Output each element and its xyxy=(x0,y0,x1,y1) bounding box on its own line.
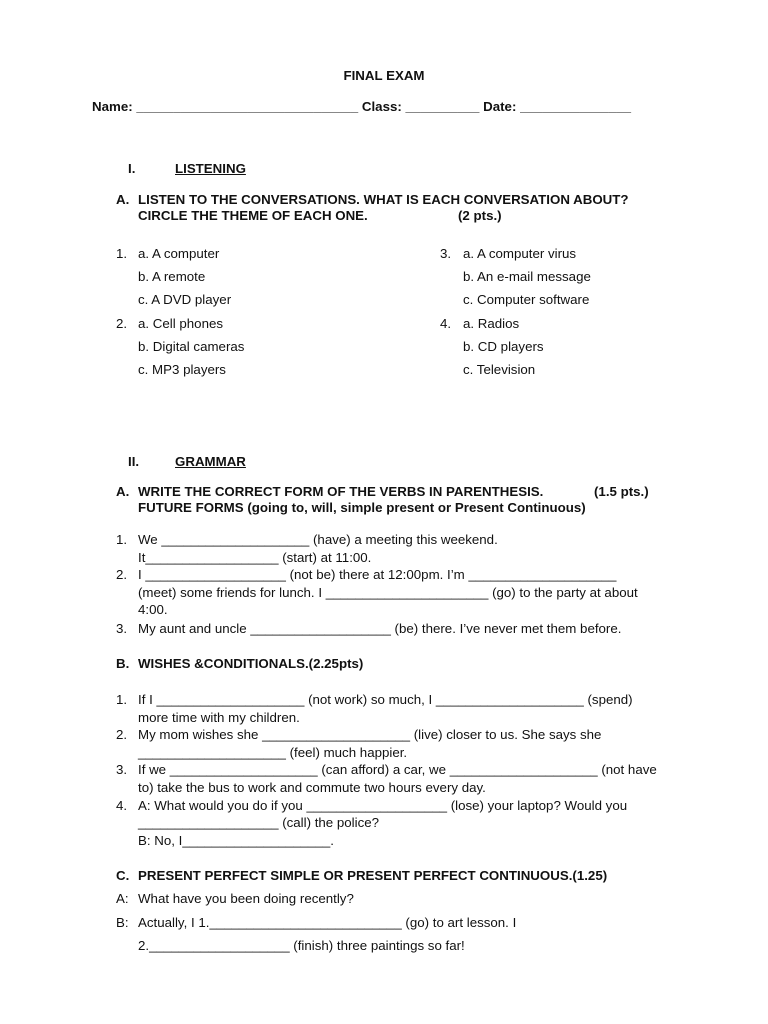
speaker-label: A: xyxy=(116,891,129,906)
item-number: 2. xyxy=(116,567,128,582)
instruction-line: PRESENT PERFECT SIMPLE OR PRESENT PERFECT CONTINUOUS.(1.25) xyxy=(138,868,608,883)
item-number: 1. xyxy=(116,692,128,707)
option-text: b. An e-mail message xyxy=(463,269,591,284)
section-numeral: II. xyxy=(128,454,140,469)
question-number: 1. xyxy=(116,246,128,261)
item-text: It__________________ (start) at 11:00. xyxy=(138,550,372,565)
part-letter: B. xyxy=(116,656,130,671)
question-number: 3. xyxy=(440,246,452,261)
part-letter: C. xyxy=(116,868,130,883)
option-text: c. Television xyxy=(463,362,536,377)
item-text: My aunt and uncle ___________________ (be) there. I’ve never met them before. xyxy=(138,621,622,636)
speaker-label: B: xyxy=(116,915,129,930)
item-text: A: What would you do if you ___________________ (lose) your laptop? Would you xyxy=(138,798,628,813)
item-number: 3. xyxy=(116,762,128,777)
item-number: 3. xyxy=(116,621,128,636)
option-text: b. CD players xyxy=(463,339,544,354)
item-text: I ___________________ (not be) there at 12:00pm. I’m ____________________ xyxy=(138,567,617,582)
item-text: to) take the bus to work and commute two hours every day. xyxy=(138,780,486,795)
option-text: c. MP3 players xyxy=(138,362,226,377)
instruction-line: CIRCLE THE THEME OF EACH ONE. xyxy=(138,208,368,223)
points-label: (2 pts.) xyxy=(458,208,502,223)
dialogue-text: 2.___________________ (finish) three paintings so far! xyxy=(138,938,465,953)
item-text: If we ____________________ (can afford) a car, we ____________________ (not have xyxy=(138,762,657,777)
dialogue-text: Actually, I 1.__________________________ (go) to art lesson. I xyxy=(138,915,517,930)
item-text: ___________________ (call) the police? xyxy=(138,815,380,830)
item-text: We ____________________ (have) a meeting this weekend. xyxy=(138,532,498,547)
option-text: a. Cell phones xyxy=(138,316,224,331)
instruction-line: FUTURE FORMS (going to, will, simple present or Present Continuous) xyxy=(138,500,586,515)
section-numeral: I. xyxy=(128,161,136,176)
item-text: ____________________ (feel) much happier. xyxy=(138,745,408,760)
option-text: b. A remote xyxy=(138,269,206,284)
exam-title: FINAL EXAM xyxy=(343,68,425,83)
instruction-line: WRITE THE CORRECT FORM OF THE VERBS IN PARENTHESIS. xyxy=(138,484,544,499)
item-number: 2. xyxy=(116,727,128,742)
item-number: 4. xyxy=(116,798,128,813)
item-text: If I ____________________ (not work) so much, I ____________________ (spend) xyxy=(138,692,633,707)
student-info-line: Name: ______________________________ Class: __________ Date: _______________ xyxy=(92,99,632,114)
instruction-line: WISHES &CONDITIONALS.(2.25pts) xyxy=(138,656,364,671)
question-number: 4. xyxy=(440,316,452,331)
dialogue-text: What have you been doing recently? xyxy=(138,891,354,906)
option-text: a. A computer virus xyxy=(463,246,577,261)
item-text: My mom wishes she ____________________ (live) closer to us. She says she xyxy=(138,727,602,742)
points-label: (1.5 pts.) xyxy=(594,484,649,499)
item-number: 1. xyxy=(116,532,128,547)
part-letter: A. xyxy=(116,192,130,207)
item-text: B: No, I____________________. xyxy=(138,833,334,848)
item-text: 4:00. xyxy=(138,602,168,617)
item-text: more time with my children. xyxy=(138,710,300,725)
option-text: a. A computer xyxy=(138,246,220,261)
option-text: c. Computer software xyxy=(463,292,590,307)
question-number: 2. xyxy=(116,316,128,331)
option-text: b. Digital cameras xyxy=(138,339,245,354)
item-text: (meet) some friends for lunch. I ______________________ (go) to the party at about xyxy=(138,585,638,600)
section-heading-listening: LISTENING xyxy=(175,161,246,176)
option-text: c. A DVD player xyxy=(138,292,232,307)
option-text: a. Radios xyxy=(463,316,520,331)
instruction-line: LISTEN TO THE CONVERSATIONS. WHAT IS EACH CONVERSATION ABOUT? xyxy=(138,192,629,207)
part-letter: A. xyxy=(116,484,130,499)
section-heading-grammar: GRAMMAR xyxy=(175,454,246,469)
